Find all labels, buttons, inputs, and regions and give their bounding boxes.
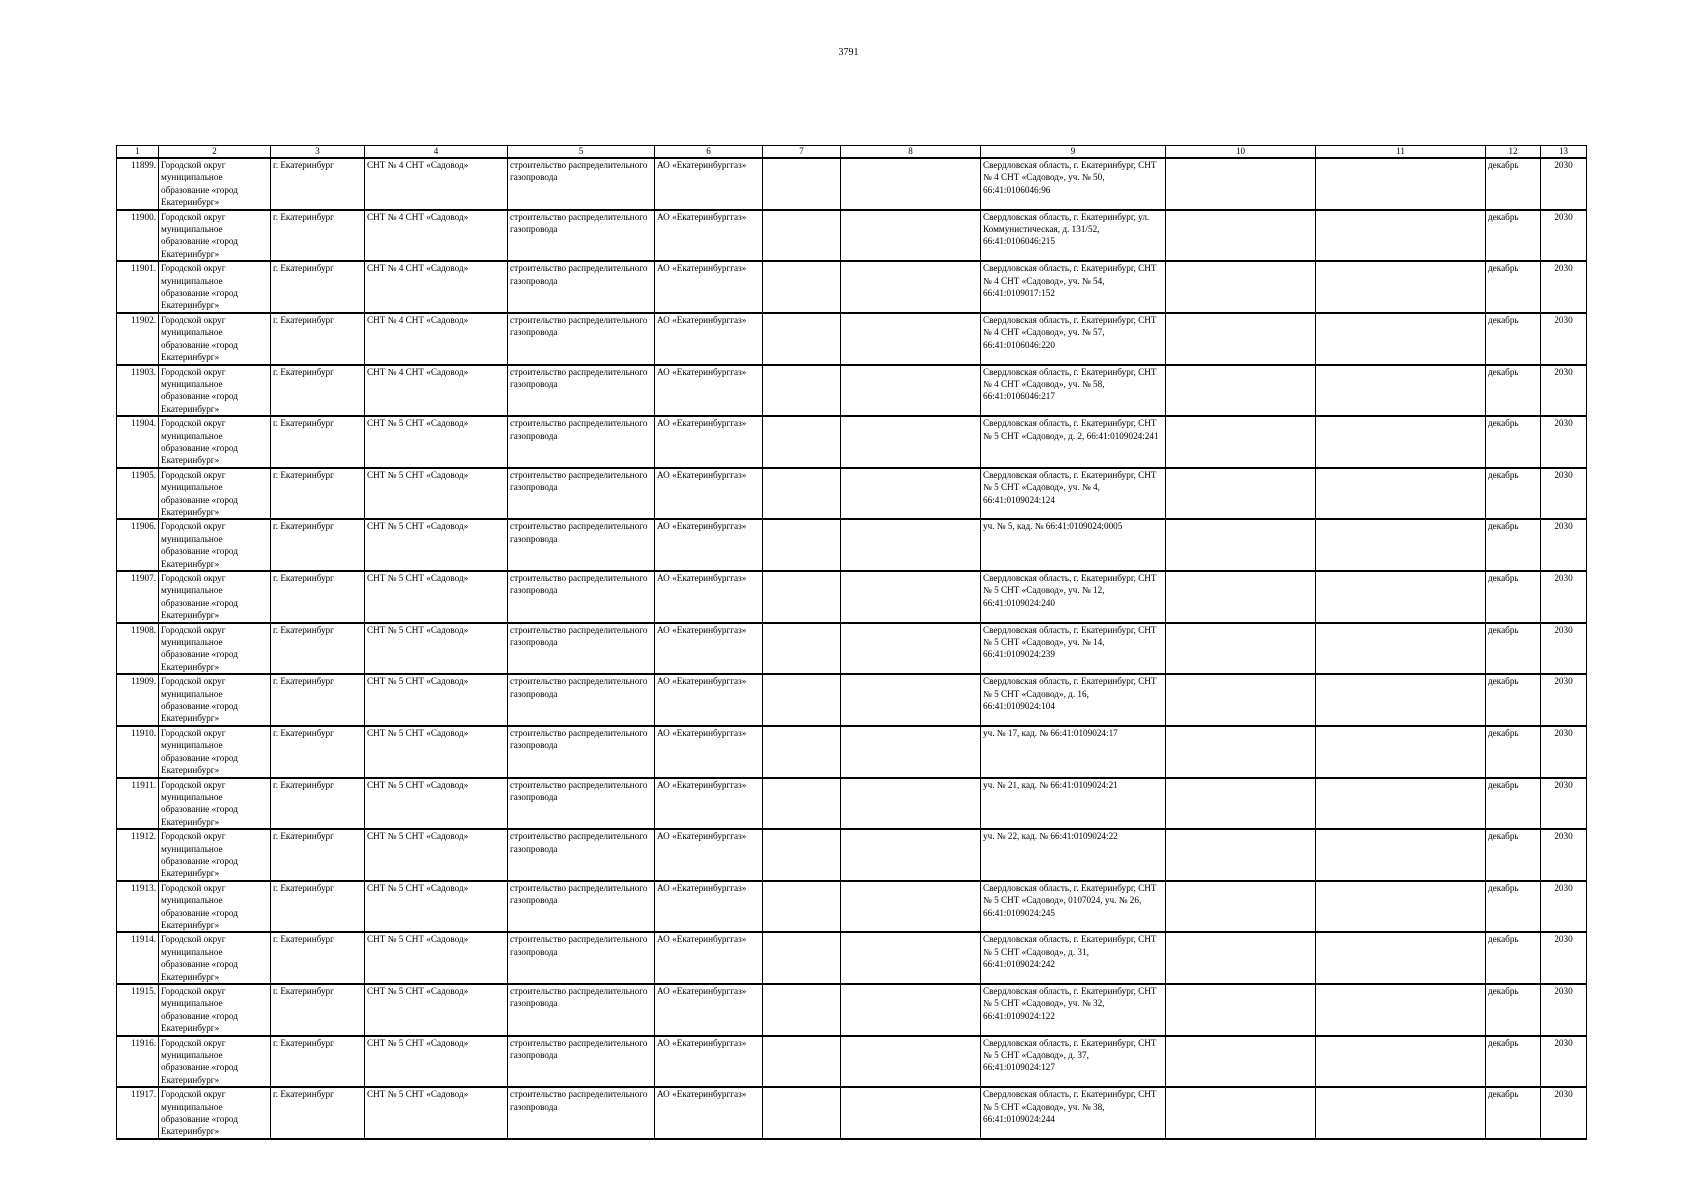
register-table: [116, 145, 1587, 1140]
column-7-cell: [763, 1036, 841, 1088]
table-row: [117, 881, 1587, 933]
object-cell: СНТ № 5 СНТ «Садовод»: [365, 468, 508, 520]
object-cell: СНТ № 5 СНТ «Садовод»: [365, 932, 508, 984]
address-cell: уч. № 22, кад. № 66:41:0109024:22: [981, 829, 1166, 881]
column-8-cell: [841, 416, 981, 468]
municipality-cell: Городской округ муниципальное образование «город Екатеринбург»: [159, 158, 271, 210]
operator-cell: АО «Екатеринбурггаз»: [655, 829, 763, 881]
object-cell: СНТ № 4 СНТ «Садовод»: [365, 365, 508, 417]
settlement-cell: г. Екатеринбург: [271, 623, 365, 675]
row-number-cell: 11899.: [117, 158, 159, 210]
column-7-cell: [763, 468, 841, 520]
operator-cell: АО «Екатеринбурггаз»: [655, 1036, 763, 1088]
address-cell: уч. № 5, кад. № 66:41:0109024:0005: [981, 519, 1166, 571]
month-cell: декабрь: [1486, 1087, 1541, 1139]
settlement-cell: г. Екатеринбург: [271, 365, 365, 417]
column-11-cell: [1316, 313, 1486, 365]
object-cell: СНТ № 4 СНТ «Садовод»: [365, 210, 508, 262]
page-number: 3791: [838, 47, 859, 58]
column-8-cell: [841, 984, 981, 1036]
operator-cell: АО «Екатеринбурггаз»: [655, 674, 763, 726]
table-body: [117, 158, 1587, 1139]
settlement-cell: г. Екатеринбург: [271, 984, 365, 1036]
column-7-cell: [763, 829, 841, 881]
column-header: 7: [763, 146, 841, 159]
column-8-cell: [841, 623, 981, 675]
settlement-cell: г. Екатеринбург: [271, 261, 365, 313]
address-cell: Свердловская область, г. Екатеринбург, СНТ № 5 СНТ «Садовод», уч. № 14, 66:41:0109024:239: [981, 623, 1166, 675]
address-cell: Свердловская область, г. Екатеринбург, СНТ № 4 СНТ «Садовод», уч. № 57, 66:41:0106046:220: [981, 313, 1166, 365]
row-number-cell: 11902.: [117, 313, 159, 365]
column-7-cell: [763, 881, 841, 933]
year-cell: 2030: [1541, 468, 1587, 520]
address-cell: Свердловская область, г. Екатеринбург, СНТ № 4 СНТ «Садовод», уч. № 50, 66:41:0106046:96: [981, 158, 1166, 210]
column-8-cell: [841, 778, 981, 830]
settlement-cell: г. Екатеринбург: [271, 1087, 365, 1139]
month-cell: декабрь: [1486, 984, 1541, 1036]
column-7-cell: [763, 519, 841, 571]
table-row: [117, 623, 1587, 675]
table-row: [117, 674, 1587, 726]
column-8-cell: [841, 726, 981, 778]
column-7-cell: [763, 571, 841, 623]
column-8-cell: [841, 932, 981, 984]
municipality-cell: Городской округ муниципальное образование «город Екатеринбург»: [159, 1036, 271, 1088]
municipality-cell: Городской округ муниципальное образование «город Екатеринбург»: [159, 674, 271, 726]
column-11-cell: [1316, 571, 1486, 623]
column-7-cell: [763, 365, 841, 417]
month-cell: декабрь: [1486, 313, 1541, 365]
address-cell: Свердловская область, г. Екатеринбург, СНТ № 5 СНТ «Садовод», уч. № 4, 66:41:0109024:124: [981, 468, 1166, 520]
work-type-cell: строительство распределительного газопровода: [508, 1087, 655, 1139]
column-7-cell: [763, 416, 841, 468]
municipality-cell: Городской округ муниципальное образование «город Екатеринбург»: [159, 519, 271, 571]
address-cell: Свердловская область, г. Екатеринбург, СНТ № 5 СНТ «Садовод», уч. № 38, 66:41:0109024:244: [981, 1087, 1166, 1139]
column-11-cell: [1316, 1087, 1486, 1139]
work-type-cell: строительство распределительного газопровода: [508, 932, 655, 984]
column-10-cell: [1166, 984, 1316, 1036]
settlement-cell: г. Екатеринбург: [271, 158, 365, 210]
row-number-cell: 11901.: [117, 261, 159, 313]
municipality-cell: Городской округ муниципальное образование «город Екатеринбург»: [159, 571, 271, 623]
column-header: 6: [655, 146, 763, 159]
address-cell: уч. № 21, кад. № 66:41:0109024:21: [981, 778, 1166, 830]
column-10-cell: [1166, 1036, 1316, 1088]
table-row: [117, 365, 1587, 417]
month-cell: декабрь: [1486, 674, 1541, 726]
column-8-cell: [841, 571, 981, 623]
year-cell: 2030: [1541, 778, 1587, 830]
operator-cell: АО «Екатеринбурггаз»: [655, 158, 763, 210]
municipality-cell: Городской округ муниципальное образование «город Екатеринбург»: [159, 829, 271, 881]
object-cell: СНТ № 5 СНТ «Садовод»: [365, 881, 508, 933]
row-number-cell: 11906.: [117, 519, 159, 571]
row-number-cell: 11916.: [117, 1036, 159, 1088]
row-number-cell: 11903.: [117, 365, 159, 417]
work-type-cell: строительство распределительного газопровода: [508, 468, 655, 520]
row-number-cell: 11907.: [117, 571, 159, 623]
work-type-cell: строительство распределительного газопровода: [508, 726, 655, 778]
month-cell: декабрь: [1486, 881, 1541, 933]
column-11-cell: [1316, 468, 1486, 520]
row-number-cell: 11909.: [117, 674, 159, 726]
column-8-cell: [841, 881, 981, 933]
row-number-cell: 11912.: [117, 829, 159, 881]
column-11-cell: [1316, 519, 1486, 571]
object-cell: СНТ № 5 СНТ «Садовод»: [365, 1036, 508, 1088]
address-cell: Свердловская область, г. Екатеринбург, СНТ № 5 СНТ «Садовод», д. 31, 66:41:0109024:242: [981, 932, 1166, 984]
settlement-cell: г. Екатеринбург: [271, 313, 365, 365]
column-10-cell: [1166, 313, 1316, 365]
object-cell: СНТ № 5 СНТ «Садовод»: [365, 726, 508, 778]
column-8-cell: [841, 1036, 981, 1088]
address-cell: Свердловская область, г. Екатеринбург, СНТ № 5 СНТ «Садовод», 0107024, уч. № 26, 66:41:0109024:245: [981, 881, 1166, 933]
municipality-cell: Городской округ муниципальное образование «город Екатеринбург»: [159, 881, 271, 933]
column-10-cell: [1166, 932, 1316, 984]
column-10-cell: [1166, 1087, 1316, 1139]
object-cell: СНТ № 5 СНТ «Садовод»: [365, 416, 508, 468]
address-cell: Свердловская область, г. Екатеринбург, СНТ № 5 СНТ «Садовод», уч. № 12, 66:41:0109024:240: [981, 571, 1166, 623]
column-11-cell: [1316, 726, 1486, 778]
operator-cell: АО «Екатеринбурггаз»: [655, 365, 763, 417]
row-number-cell: 11910.: [117, 726, 159, 778]
column-header: 11: [1316, 146, 1486, 159]
year-cell: 2030: [1541, 416, 1587, 468]
column-header: 3: [271, 146, 365, 159]
column-11-cell: [1316, 416, 1486, 468]
month-cell: декабрь: [1486, 571, 1541, 623]
column-header: 4: [365, 146, 508, 159]
column-11-cell: [1316, 210, 1486, 262]
work-type-cell: строительство распределительного газопровода: [508, 623, 655, 675]
column-10-cell: [1166, 571, 1316, 623]
operator-cell: АО «Екатеринбурггаз»: [655, 623, 763, 675]
object-cell: СНТ № 5 СНТ «Садовод»: [365, 571, 508, 623]
address-cell: Свердловская область, г. Екатеринбург, СНТ № 5 СНТ «Садовод», д. 16, 66:41:0109024:104: [981, 674, 1166, 726]
table-row: [117, 932, 1587, 984]
column-11-cell: [1316, 984, 1486, 1036]
year-cell: 2030: [1541, 829, 1587, 881]
column-header: 2: [159, 146, 271, 159]
table-row: [117, 416, 1587, 468]
column-10-cell: [1166, 829, 1316, 881]
row-number-cell: 11915.: [117, 984, 159, 1036]
column-10-cell: [1166, 365, 1316, 417]
column-8-cell: [841, 261, 981, 313]
work-type-cell: строительство распределительного газопровода: [508, 881, 655, 933]
column-10-cell: [1166, 674, 1316, 726]
month-cell: декабрь: [1486, 519, 1541, 571]
column-8-cell: [841, 210, 981, 262]
address-cell: уч. № 17, кад. № 66:41:0109024:17: [981, 726, 1166, 778]
year-cell: 2030: [1541, 726, 1587, 778]
settlement-cell: г. Екатеринбург: [271, 416, 365, 468]
column-8-cell: [841, 1087, 981, 1139]
column-11-cell: [1316, 829, 1486, 881]
month-cell: декабрь: [1486, 210, 1541, 262]
work-type-cell: строительство распределительного газопровода: [508, 210, 655, 262]
column-8-cell: [841, 158, 981, 210]
row-number-cell: 11900.: [117, 210, 159, 262]
year-cell: 2030: [1541, 571, 1587, 623]
column-10-cell: [1166, 468, 1316, 520]
column-10-cell: [1166, 881, 1316, 933]
municipality-cell: Городской округ муниципальное образование «город Екатеринбург»: [159, 726, 271, 778]
column-10-cell: [1166, 158, 1316, 210]
month-cell: декабрь: [1486, 726, 1541, 778]
column-10-cell: [1166, 778, 1316, 830]
year-cell: 2030: [1541, 158, 1587, 210]
column-11-cell: [1316, 623, 1486, 675]
year-cell: 2030: [1541, 623, 1587, 675]
column-10-cell: [1166, 210, 1316, 262]
column-7-cell: [763, 210, 841, 262]
settlement-cell: г. Екатеринбург: [271, 674, 365, 726]
year-cell: 2030: [1541, 1087, 1587, 1139]
work-type-cell: строительство распределительного газопровода: [508, 674, 655, 726]
column-11-cell: [1316, 674, 1486, 726]
operator-cell: АО «Екатеринбурггаз»: [655, 1087, 763, 1139]
operator-cell: АО «Екатеринбурггаз»: [655, 881, 763, 933]
column-10-cell: [1166, 519, 1316, 571]
year-cell: 2030: [1541, 1036, 1587, 1088]
settlement-cell: г. Екатеринбург: [271, 829, 365, 881]
column-11-cell: [1316, 158, 1486, 210]
column-7-cell: [763, 778, 841, 830]
table-row: [117, 210, 1587, 262]
row-number-cell: 11911.: [117, 778, 159, 830]
row-number-cell: 11908.: [117, 623, 159, 675]
object-cell: СНТ № 5 СНТ «Садовод»: [365, 1087, 508, 1139]
table-row: [117, 261, 1587, 313]
object-cell: СНТ № 4 СНТ «Садовод»: [365, 313, 508, 365]
municipality-cell: Городской округ муниципальное образование «город Екатеринбург»: [159, 210, 271, 262]
column-header: 5: [508, 146, 655, 159]
object-cell: СНТ № 5 СНТ «Садовод»: [365, 623, 508, 675]
work-type-cell: строительство распределительного газопровода: [508, 365, 655, 417]
settlement-cell: г. Екатеринбург: [271, 210, 365, 262]
month-cell: декабрь: [1486, 778, 1541, 830]
year-cell: 2030: [1541, 519, 1587, 571]
column-11-cell: [1316, 365, 1486, 417]
work-type-cell: строительство распределительного газопровода: [508, 519, 655, 571]
address-cell: Свердловская область, г. Екатеринбург, СНТ № 5 СНТ «Садовод», д. 2, 66:41:0109024:241: [981, 416, 1166, 468]
work-type-cell: строительство распределительного газопровода: [508, 1036, 655, 1088]
column-7-cell: [763, 261, 841, 313]
table-row: [117, 158, 1587, 210]
address-cell: Свердловская область, г. Екатеринбург, СНТ № 5 СНТ «Садовод», уч. № 32, 66:41:0109024:122: [981, 984, 1166, 1036]
operator-cell: АО «Екатеринбурггаз»: [655, 210, 763, 262]
settlement-cell: г. Екатеринбург: [271, 1036, 365, 1088]
year-cell: 2030: [1541, 210, 1587, 262]
object-cell: СНТ № 4 СНТ «Садовод»: [365, 158, 508, 210]
work-type-cell: строительство распределительного газопровода: [508, 778, 655, 830]
municipality-cell: Городской округ муниципальное образование «город Екатеринбург»: [159, 778, 271, 830]
year-cell: 2030: [1541, 365, 1587, 417]
table-row: [117, 1036, 1587, 1088]
row-number-cell: 11914.: [117, 932, 159, 984]
municipality-cell: Городской округ муниципальное образование «город Екатеринбург»: [159, 984, 271, 1036]
column-11-cell: [1316, 1036, 1486, 1088]
work-type-cell: строительство распределительного газопровода: [508, 313, 655, 365]
operator-cell: АО «Екатеринбурггаз»: [655, 313, 763, 365]
municipality-cell: Городской округ муниципальное образование «город Екатеринбург»: [159, 468, 271, 520]
settlement-cell: г. Екатеринбург: [271, 778, 365, 830]
column-11-cell: [1316, 881, 1486, 933]
column-7-cell: [763, 623, 841, 675]
column-10-cell: [1166, 416, 1316, 468]
month-cell: декабрь: [1486, 365, 1541, 417]
column-8-cell: [841, 313, 981, 365]
column-8-cell: [841, 829, 981, 881]
table-row: [117, 726, 1587, 778]
column-7-cell: [763, 984, 841, 1036]
month-cell: декабрь: [1486, 261, 1541, 313]
year-cell: 2030: [1541, 674, 1587, 726]
month-cell: декабрь: [1486, 468, 1541, 520]
operator-cell: АО «Екатеринбурггаз»: [655, 726, 763, 778]
month-cell: декабрь: [1486, 158, 1541, 210]
column-7-cell: [763, 726, 841, 778]
column-header: 10: [1166, 146, 1316, 159]
settlement-cell: г. Екатеринбург: [271, 571, 365, 623]
object-cell: СНТ № 5 СНТ «Садовод»: [365, 984, 508, 1036]
table-row: [117, 829, 1587, 881]
operator-cell: АО «Екатеринбурггаз»: [655, 932, 763, 984]
municipality-cell: Городской округ муниципальное образование «город Екатеринбург»: [159, 623, 271, 675]
column-7-cell: [763, 674, 841, 726]
operator-cell: АО «Екатеринбурггаз»: [655, 778, 763, 830]
column-11-cell: [1316, 778, 1486, 830]
operator-cell: АО «Екатеринбурггаз»: [655, 571, 763, 623]
month-cell: декабрь: [1486, 623, 1541, 675]
municipality-cell: Городской округ муниципальное образование «город Екатеринбург»: [159, 416, 271, 468]
settlement-cell: г. Екатеринбург: [271, 932, 365, 984]
table-row: [117, 778, 1587, 830]
row-number-cell: 11917.: [117, 1087, 159, 1139]
column-7-cell: [763, 932, 841, 984]
row-number-cell: 11913.: [117, 881, 159, 933]
column-8-cell: [841, 468, 981, 520]
municipality-cell: Городской округ муниципальное образование «город Екатеринбург»: [159, 261, 271, 313]
address-cell: Свердловская область, г. Екатеринбург, СНТ № 5 СНТ «Садовод», д. 37, 66:41:0109024:127: [981, 1036, 1166, 1088]
column-7-cell: [763, 1087, 841, 1139]
year-cell: 2030: [1541, 261, 1587, 313]
column-10-cell: [1166, 623, 1316, 675]
column-8-cell: [841, 519, 981, 571]
operator-cell: АО «Екатеринбурггаз»: [655, 519, 763, 571]
column-header: 13: [1541, 146, 1587, 159]
object-cell: СНТ № 4 СНТ «Садовод»: [365, 261, 508, 313]
object-cell: СНТ № 5 СНТ «Садовод»: [365, 674, 508, 726]
column-11-cell: [1316, 261, 1486, 313]
table-row: [117, 468, 1587, 520]
work-type-cell: строительство распределительного газопровода: [508, 984, 655, 1036]
month-cell: декабрь: [1486, 1036, 1541, 1088]
work-type-cell: строительство распределительного газопровода: [508, 158, 655, 210]
settlement-cell: г. Екатеринбург: [271, 468, 365, 520]
operator-cell: АО «Екатеринбурггаз»: [655, 984, 763, 1036]
header-row: [117, 146, 1587, 159]
year-cell: 2030: [1541, 881, 1587, 933]
settlement-cell: г. Екатеринбург: [271, 519, 365, 571]
table-row: [117, 984, 1587, 1036]
column-10-cell: [1166, 726, 1316, 778]
address-cell: Свердловская область, г. Екатеринбург, ул. Коммунистическая, д. 131/52, 66:41:0106046:215: [981, 210, 1166, 262]
row-number-cell: 11904.: [117, 416, 159, 468]
settlement-cell: г. Екатеринбург: [271, 726, 365, 778]
address-cell: Свердловская область, г. Екатеринбург, СНТ № 4 СНТ «Садовод», уч. № 58, 66:41:0106046:217: [981, 365, 1166, 417]
table-row: [117, 1087, 1587, 1139]
column-8-cell: [841, 365, 981, 417]
table-row: [117, 571, 1587, 623]
operator-cell: АО «Екатеринбурггаз»: [655, 261, 763, 313]
work-type-cell: строительство распределительного газопровода: [508, 416, 655, 468]
column-10-cell: [1166, 261, 1316, 313]
month-cell: декабрь: [1486, 829, 1541, 881]
row-number-cell: 11905.: [117, 468, 159, 520]
operator-cell: АО «Екатеринбурггаз»: [655, 416, 763, 468]
column-11-cell: [1316, 932, 1486, 984]
column-header: 12: [1486, 146, 1541, 159]
object-cell: СНТ № 5 СНТ «Садовод»: [365, 829, 508, 881]
settlement-cell: г. Екатеринбург: [271, 881, 365, 933]
address-cell: Свердловская область, г. Екатеринбург, СНТ № 4 СНТ «Садовод», уч. № 54, 66:41:0109017:152: [981, 261, 1166, 313]
column-7-cell: [763, 313, 841, 365]
column-header: 9: [981, 146, 1166, 159]
work-type-cell: строительство распределительного газопровода: [508, 829, 655, 881]
year-cell: 2030: [1541, 313, 1587, 365]
year-cell: 2030: [1541, 932, 1587, 984]
object-cell: СНТ № 5 СНТ «Садовод»: [365, 778, 508, 830]
month-cell: декабрь: [1486, 416, 1541, 468]
month-cell: декабрь: [1486, 932, 1541, 984]
column-7-cell: [763, 158, 841, 210]
table-row: [117, 313, 1587, 365]
column-header: 8: [841, 146, 981, 159]
municipality-cell: Городской округ муниципальное образование «город Екатеринбург»: [159, 313, 271, 365]
municipality-cell: Городской округ муниципальное образование «город Екатеринбург»: [159, 365, 271, 417]
year-cell: 2030: [1541, 984, 1587, 1036]
table-row: [117, 519, 1587, 571]
work-type-cell: строительство распределительного газопровода: [508, 571, 655, 623]
operator-cell: АО «Екатеринбурггаз»: [655, 468, 763, 520]
object-cell: СНТ № 5 СНТ «Садовод»: [365, 519, 508, 571]
column-8-cell: [841, 674, 981, 726]
work-type-cell: строительство распределительного газопровода: [508, 261, 655, 313]
municipality-cell: Городской округ муниципальное образование «город Екатеринбург»: [159, 932, 271, 984]
municipality-cell: Городской округ муниципальное образование «город Екатеринбург»: [159, 1087, 271, 1139]
column-header: 1: [117, 146, 159, 159]
